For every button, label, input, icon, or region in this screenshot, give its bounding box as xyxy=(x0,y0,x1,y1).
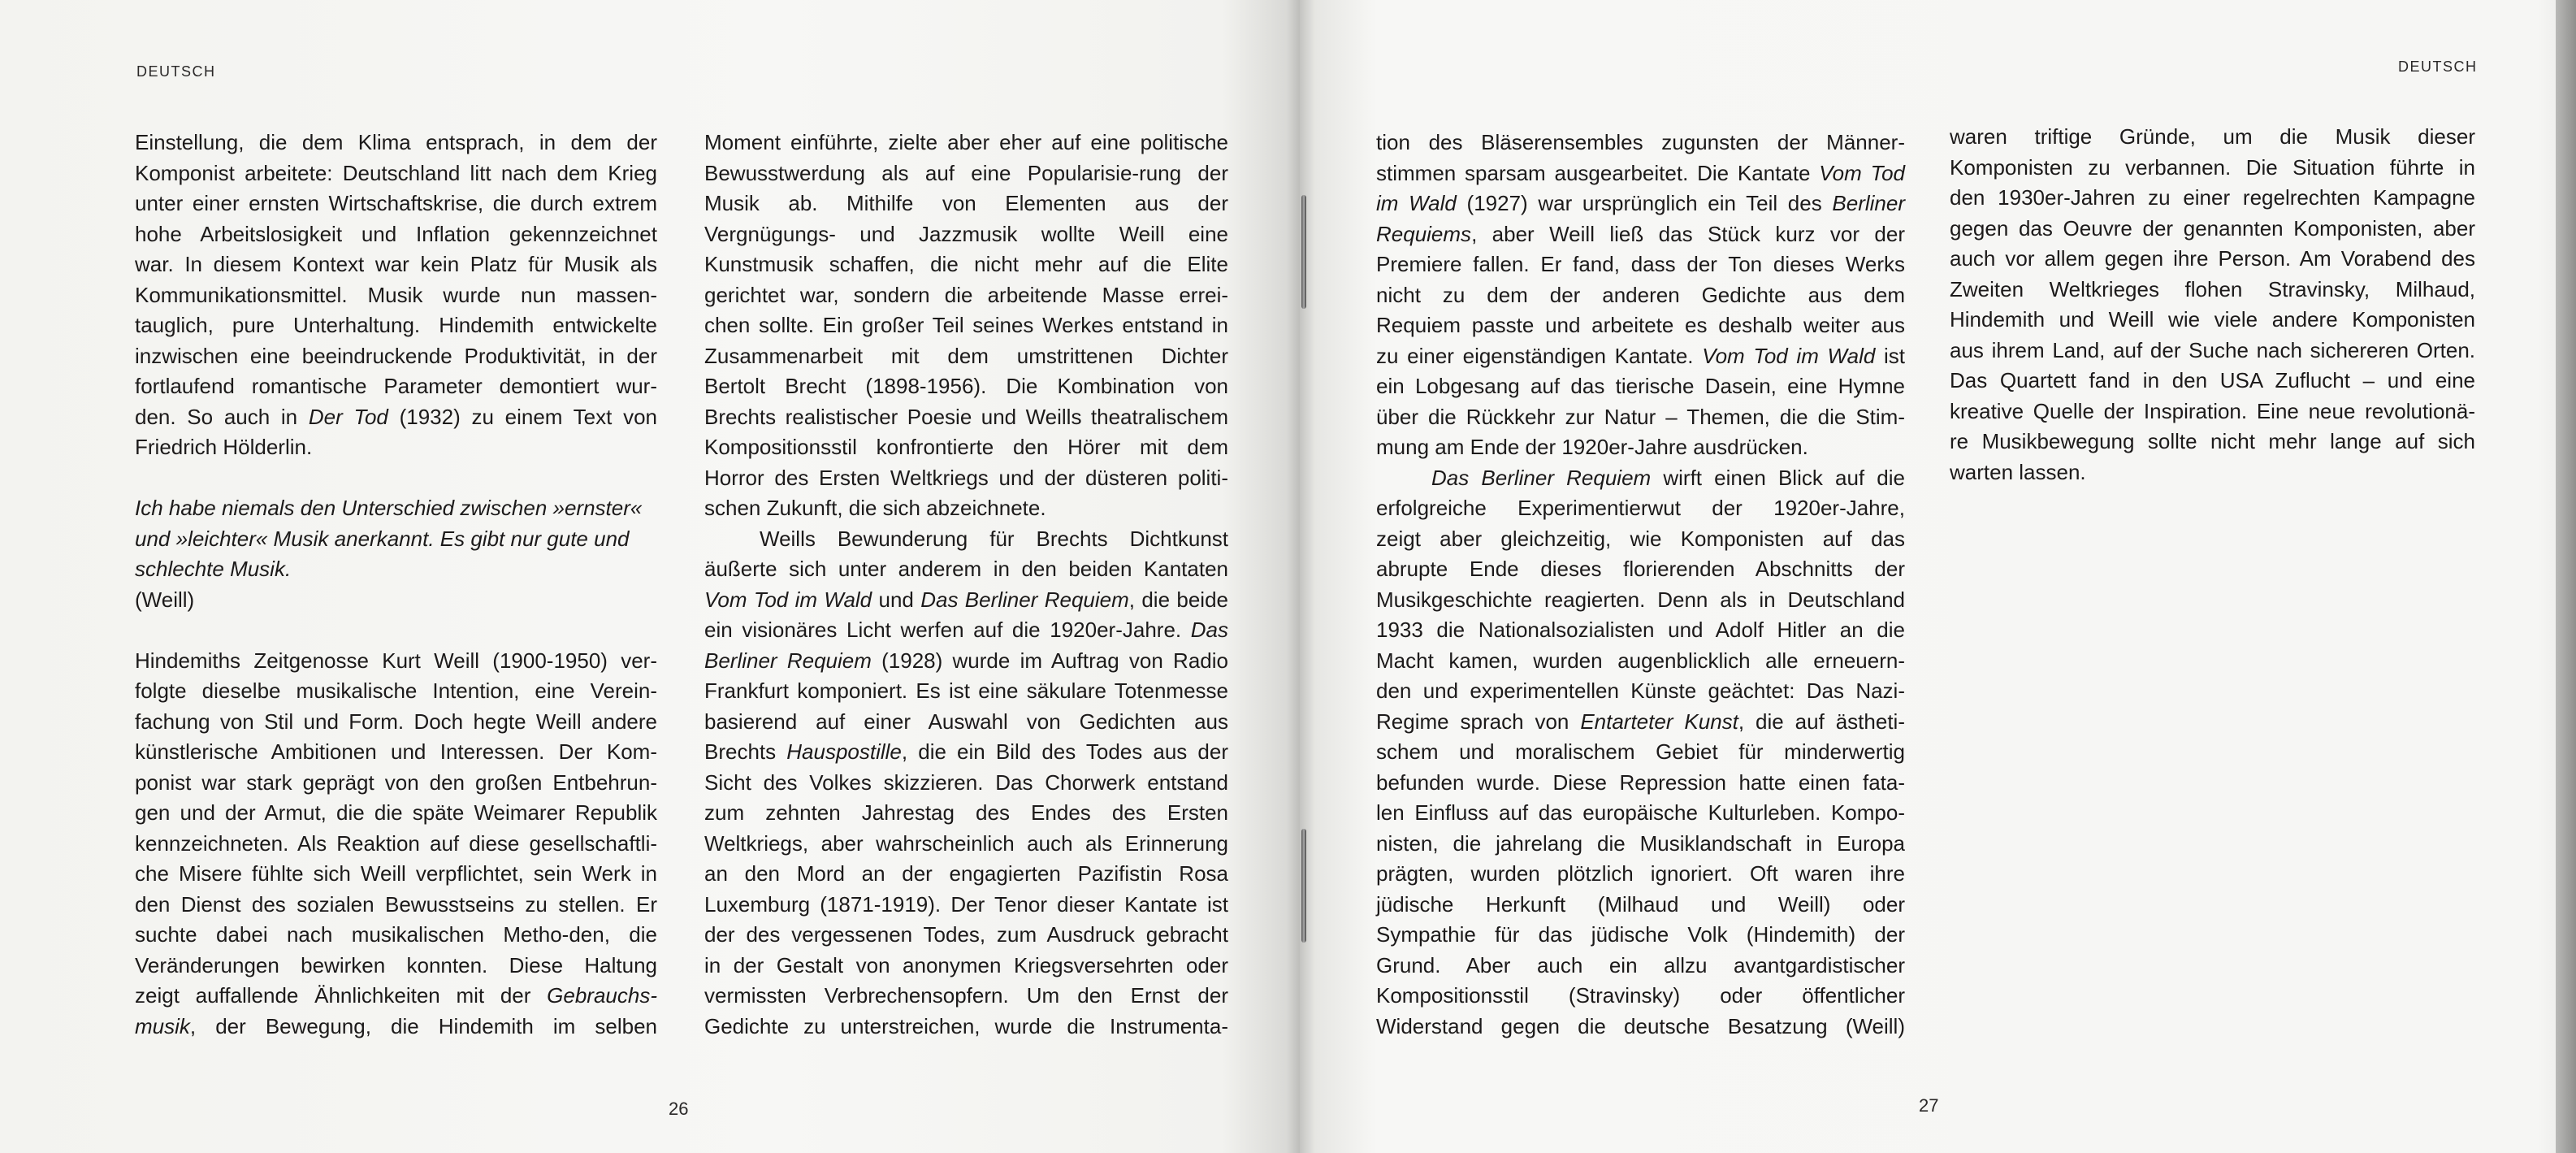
text-line: hohe Arbeitslosigkeit und Inflation gekennzeichnet xyxy=(135,221,657,246)
text-line: Frankfurt komponiert. Es ist eine säkulare Totenmesse xyxy=(704,678,1228,703)
text-segment: , die ein Bild des Todes aus der xyxy=(901,739,1228,764)
text-line: erfolgreiche Experimentierwut der 1920er-Jahre, xyxy=(1376,496,1905,520)
italic-title: schlechte Musik. xyxy=(135,557,292,581)
text-line: gegen das Oeuvre der genannten Komponisten, aber xyxy=(1950,215,2475,241)
text-line: basierend auf einer Auswahl von Gedichten aus xyxy=(704,709,1228,734)
text-line xyxy=(135,402,657,433)
text-line: Friedrich Hölderlin. xyxy=(135,435,313,459)
italic-title: Gebrauchs- xyxy=(547,983,657,1008)
text-column xyxy=(135,128,657,1042)
quote-paragraph xyxy=(135,493,657,615)
text-line: Premiere fallen. Er fand, dass der Ton dieses Werks xyxy=(1376,252,1905,276)
italic-title: Das xyxy=(1190,618,1228,642)
staple xyxy=(1301,829,1306,943)
page-number: 27 xyxy=(1919,1095,1939,1116)
text-line: unter einer ernsten Wirtschaftskrise, die durch extrem xyxy=(135,191,657,215)
text-line: che Misere fühlte sich Weill verpflichtet, sein Werk in xyxy=(135,861,657,886)
paragraph xyxy=(704,128,1228,524)
paragraph xyxy=(1950,122,2475,488)
text-line: vermissten Verbrechensopfern. Um den Ernst der xyxy=(704,983,1228,1008)
text-line xyxy=(135,981,657,1012)
text-line: Musikgeschichte reagierten. Denn als in Deutschland xyxy=(1376,587,1905,612)
text-line: Kompositionsstil konfrontierte den Hörer mit dem xyxy=(704,435,1228,459)
paragraph xyxy=(135,128,657,463)
text-line xyxy=(704,585,1228,616)
italic-title: Vom Tod im Wald xyxy=(1702,343,1876,368)
text-line: Veränderungen bewirken konnten. Diese Haltung xyxy=(135,952,657,977)
text-line: den 1930er-Jahren zu einer regelrechten Kampagne xyxy=(1950,185,2475,210)
text-line xyxy=(1376,219,1905,250)
text-line: gerichtet war, sondern die arbeitende Masse errei- xyxy=(704,282,1228,307)
text-segment: Brechts xyxy=(704,739,787,764)
text-line: waren triftige Gründe, um die Musik dieser xyxy=(1950,124,2475,149)
text-line: Macht kamen, wurden augenblicklich alle erneuern- xyxy=(1376,648,1905,673)
text-line: Brechts realistischer Poesie und Weills theatralischem xyxy=(704,404,1228,429)
text-line: zum zehnten Jahrestag des Endes des Ersten xyxy=(704,800,1228,825)
text-segment: , die beide xyxy=(1128,587,1229,612)
text-line: aus ihrem Land, auf der Suche nach sichereren Orten. xyxy=(1950,337,2475,362)
text-line: fortlaufend romantische Parameter demontiert wur- xyxy=(135,374,657,398)
text-line: Kompositionsstil (Stravinsky) oder öffentlicher xyxy=(1376,983,1905,1008)
text-segment: ein visionäres Licht werfen auf die 1920er-Jahre. xyxy=(704,618,1191,642)
text-line xyxy=(1376,341,1905,372)
text-line: Weills Bewunderung für Brechts Dichtkunst xyxy=(760,526,1228,551)
text-line: Musik ab. Mithilfe von Elementen aus der xyxy=(704,191,1228,215)
text-line: inzwischen eine beeindruckende Produktivität, in der xyxy=(135,343,657,368)
staple xyxy=(1301,195,1306,309)
text-line: künstlerische Ambitionen und Interessen. Der Kom- xyxy=(135,739,657,764)
text-line: Bertolt Brecht (1898-1956). Die Kombination von xyxy=(704,374,1228,398)
text-line: (Weill) xyxy=(135,587,195,612)
text-segment: (1927) war ursprünglich ein Teil des xyxy=(1456,191,1833,215)
section-header: DEUTSCH xyxy=(136,63,216,80)
italic-title: Entarteter Kunst xyxy=(1580,709,1738,734)
text-line: tauglich, pure Unterhaltung. Hindemith entwickelte xyxy=(135,313,657,337)
italic-title: und »leichter« Musik anerkannt. Es gibt nur gute und xyxy=(135,526,630,551)
text-line: jüdische Herkunft (Milhaud und Weill) oder xyxy=(1376,891,1905,917)
text-line: in der Gestalt von anonymen Kriegsversehrten oder xyxy=(704,952,1228,977)
page-number: 26 xyxy=(669,1099,689,1119)
text-line: Kunstmusik schaffen, die nicht mehr auf die Elite xyxy=(704,252,1228,276)
text-segment: , aber Weill ließ das Stück kurz vor der xyxy=(1471,221,1905,246)
paragraph xyxy=(704,524,1228,1042)
text-segment: , die auf ästheti- xyxy=(1738,709,1905,734)
italic-title: musik xyxy=(135,1013,190,1038)
text-line: Hindemith und Weill wie viele andere Komponisten xyxy=(1950,307,2475,332)
italic-title: Hauspostille xyxy=(786,739,902,764)
text-segment: zeigt auffallende Ähnlichkeiten mit der xyxy=(135,983,548,1008)
text-segment: und xyxy=(872,587,921,612)
paragraph xyxy=(135,646,657,1042)
text-line: zeigt aber gleichzeitig, wie Komponisten auf das xyxy=(1376,526,1905,551)
text-line: befunden wurde. Diese Repression hatte einen fata- xyxy=(1376,769,1905,795)
text-line: Bewusstwerdung als auf eine Popularisie-rung der xyxy=(704,160,1228,185)
text-line: chen sollte. Ein großer Teil seines Werkes entstand in xyxy=(704,313,1228,337)
text-line: Moment einführte, zielte aber eher auf eine politische xyxy=(704,130,1228,154)
text-line: 1933 die Nationalsozialisten und Adolf Hitler an die xyxy=(1376,618,1905,642)
italic-title: Ich habe niemals den Unterschied zwischen »ernster« xyxy=(135,496,643,520)
text-line: Widerstand gegen die deutsche Besatzung (Weill) xyxy=(1376,1013,1905,1038)
text-line: gen und der Armut, die die späte Weimarer Republik xyxy=(135,800,657,825)
italic-title: Vom Tod im Wald xyxy=(704,587,872,612)
paragraph xyxy=(1376,463,1905,1042)
text-line xyxy=(135,493,657,524)
text-line: warten lassen. xyxy=(1950,459,2086,484)
text-segment: wirft einen Blick auf die xyxy=(1651,465,1905,490)
text-line: Komponisten zu verbannen. Die Situation führte in xyxy=(1950,154,2475,180)
italic-title: Berliner xyxy=(1832,191,1905,215)
text-line: den Dienst des sozialen Bewusstseins zu stellen. Er xyxy=(135,891,657,917)
text-line xyxy=(135,524,657,555)
text-line: prägten, wurden plötzlich ignoriert. Oft waren ihre xyxy=(1376,861,1905,886)
page-edge xyxy=(2556,0,2576,1153)
text-line: abrupte Ende dieses florierenden Abschnitts der xyxy=(1376,557,1905,581)
text-line: ponist war stark geprägt von den großen Entbehrun- xyxy=(135,769,657,795)
text-line: schem und moralischem Gebiet für minderwertig xyxy=(1376,739,1905,764)
italic-title: Das Berliner Requiem xyxy=(1431,465,1652,490)
text-line: Hindemiths Zeitgenosse Kurt Weill (1900-1950) ver- xyxy=(135,648,657,673)
text-line: mung am Ende der 1920er-Jahre ausdrücken. xyxy=(1376,435,1808,459)
italic-title: Der Tod xyxy=(308,404,388,429)
text-line: Gedichte zu unterstreichen, wurde die Instrumenta- xyxy=(704,1013,1228,1038)
text-line: auch vor allem gegen ihre Person. Am Vorabend des xyxy=(1950,246,2475,271)
text-line: ein Lobgesang auf das tierische Dasein, eine Hymne xyxy=(1376,374,1905,398)
section-header: DEUTSCH xyxy=(2398,59,2478,75)
text-line: suchte dabei nach musikalischen Metho-den, die xyxy=(135,922,657,947)
text-line: nicht zu dem der anderen Gedichte aus dem xyxy=(1376,282,1905,307)
text-line: folgte dieselbe musikalische Intention, eine Verein- xyxy=(135,678,657,703)
right-page xyxy=(1300,0,2576,1153)
text-line: re Musikbewegung sollte nicht mehr lange auf sich xyxy=(1950,429,2475,453)
text-line: war. In diesem Kontext war kein Platz für Musik als xyxy=(135,252,657,276)
text-segment: , der Bewegung, die Hindemith im selben xyxy=(189,1013,657,1038)
text-line: Requiem passte und arbeitete es deshalb weiter aus xyxy=(1376,313,1905,337)
italic-title: im Wald xyxy=(1376,191,1457,215)
text-line: Zweiten Weltkrieges flohen Stravinsky, Milhaud, xyxy=(1950,276,2475,301)
text-line: len Einfluss auf das europäische Kulturleben. Kompo- xyxy=(1376,800,1905,825)
text-line xyxy=(1376,189,1905,219)
text-line: über die Rückkehr zur Natur – Themen, die die Stim- xyxy=(1376,404,1905,429)
text-segment: Regime sprach von xyxy=(1376,709,1581,734)
text-line: kennzeichneten. Als Reaktion auf diese gesellschaftli- xyxy=(135,830,657,856)
text-segment: zu einer eigenständigen Kantate. xyxy=(1376,343,1703,368)
text-line: an den Mord an der engagierten Pazifistin Rosa xyxy=(704,861,1228,886)
text-line: nisten, die jahrelang die Musiklandschaft in Europa xyxy=(1376,830,1905,856)
text-line: Sympathie für das jüdische Volk (Hindemith) der xyxy=(1376,922,1905,947)
italic-title: Requiems xyxy=(1376,221,1472,246)
text-line: kreative Quelle der Inspiration. Eine neue revolutionä- xyxy=(1950,398,2475,423)
text-line: Kommunikationsmittel. Musik wurde nun massen- xyxy=(135,282,657,307)
text-segment: ist xyxy=(1875,343,1905,368)
text-segment: stimmen sparsam ausgearbeitet. Die Kantate xyxy=(1376,160,1820,185)
paragraph xyxy=(1376,128,1905,463)
text-column xyxy=(704,128,1228,1042)
text-line: Horror des Ersten Weltkriegs und der düsteren politi- xyxy=(704,465,1228,490)
text-line: Grund. Aber auch ein allzu avantgardistischer xyxy=(1376,952,1905,977)
italic-title: Berliner Requiem xyxy=(704,648,872,673)
text-line xyxy=(704,737,1228,768)
text-line: Einstellung, die dem Klima entsprach, in dem der xyxy=(135,130,657,154)
italic-title: Das Berliner Requiem xyxy=(920,587,1129,612)
text-line: Sicht des Volkes skizzieren. Das Chorwerk entstand xyxy=(704,769,1228,795)
text-line: Weltkriegs, aber wahrscheinlich auch als Erinnerung xyxy=(704,830,1228,856)
text-line xyxy=(1376,463,1905,494)
text-line: Das Quartett fand in den USA Zuflucht – und eine xyxy=(1950,368,2475,392)
text-line: tion des Bläserensembles zugunsten der Männer- xyxy=(1376,130,1905,154)
text-line: der des vergessenen Todes, zum Ausdruck gebracht xyxy=(704,922,1228,947)
text-line xyxy=(704,615,1228,646)
text-line: fachung von Stil und Form. Doch hegte Weill andere xyxy=(135,709,657,734)
text-line: äußerte sich unter anderem in den beiden Kantaten xyxy=(704,557,1228,581)
text-line xyxy=(135,1012,657,1042)
italic-title: Vom Tod xyxy=(1819,160,1905,185)
text-segment: (1928) wurde im Auftrag von Radio xyxy=(871,648,1228,673)
text-line xyxy=(1376,707,1905,738)
text-line: Zusammenarbeit mit dem umstrittenen Dichter xyxy=(704,343,1228,368)
text-segment: (1932) zu einem Text von xyxy=(387,404,657,429)
text-column xyxy=(1950,122,2475,488)
text-line: Vergnügungs- und Jazzmusik wollte Weill eine xyxy=(704,221,1228,246)
text-line xyxy=(135,554,657,585)
text-line: den und experimentellen Künste geächtet: Das Nazi- xyxy=(1376,678,1905,703)
text-segment: den. So auch in xyxy=(135,404,309,429)
text-line: schen Zukunft, die sich abzeichnete. xyxy=(704,496,1046,520)
text-line: Luxemburg (1871-1919). Der Tenor dieser Kantate ist xyxy=(704,891,1228,917)
text-line: Komponist arbeitete: Deutschland litt nach dem Krieg xyxy=(135,160,657,185)
text-line xyxy=(1376,158,1905,189)
text-line xyxy=(704,646,1228,677)
text-column xyxy=(1376,128,1905,1042)
